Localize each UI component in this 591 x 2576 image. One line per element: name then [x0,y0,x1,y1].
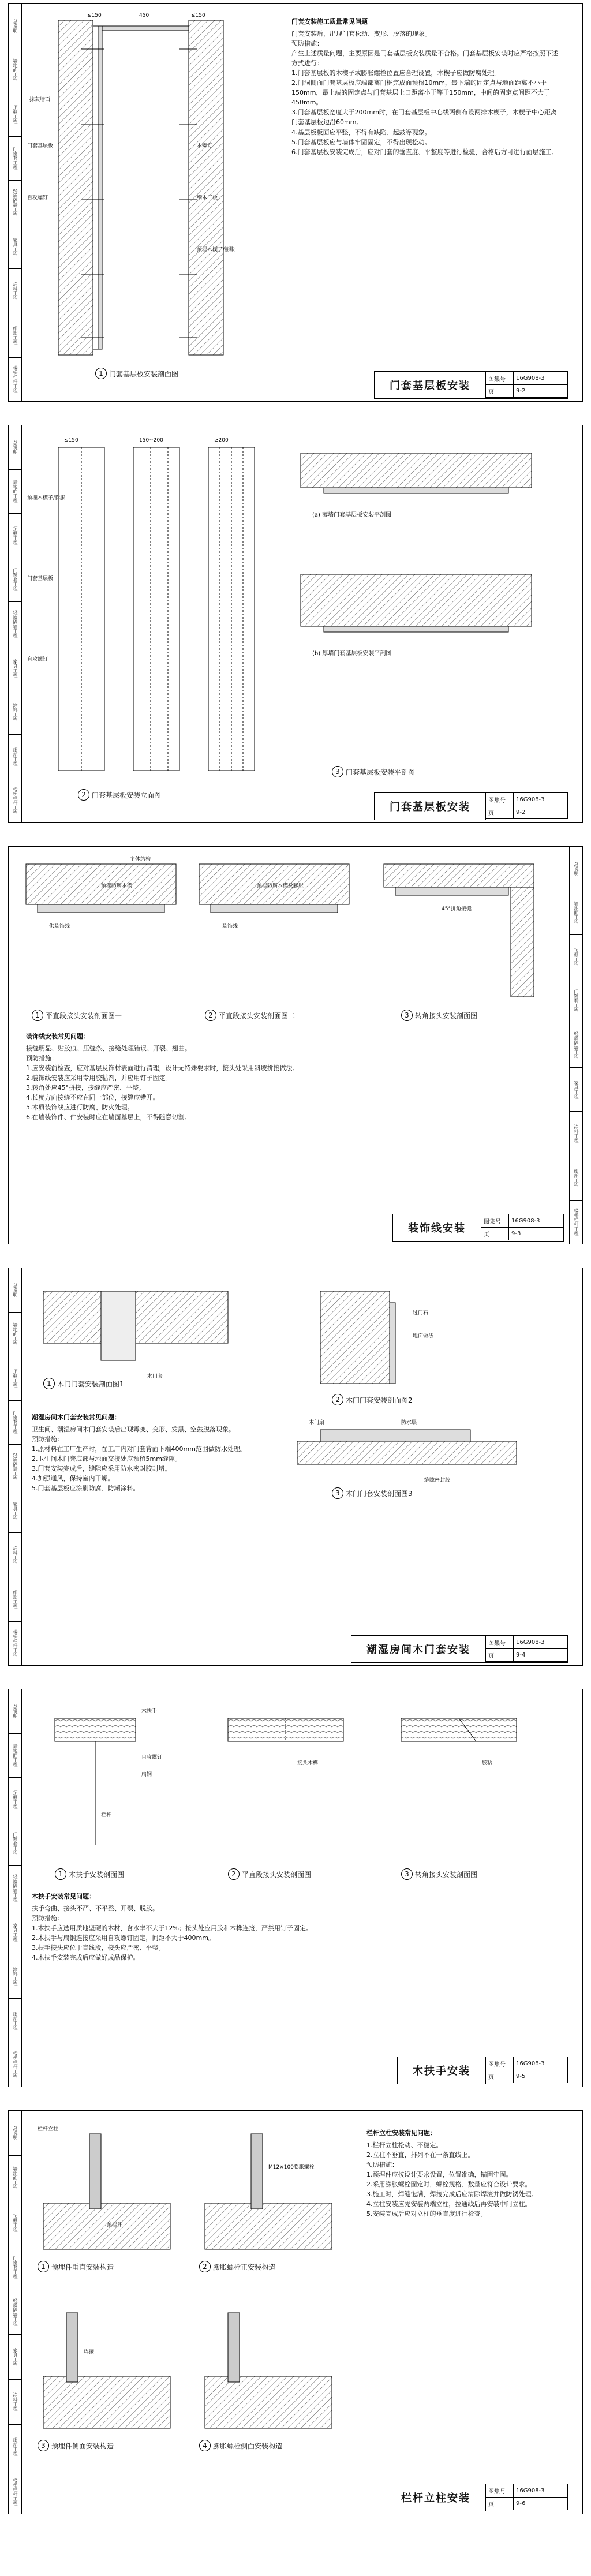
svg-text:≥200: ≥200 [214,438,229,443]
side-tabs [9,2111,22,2514]
svg-text:缝隙密封胶: 缝隙密封胶 [424,1478,451,1483]
note-line: 5.门套基层板应与墙体牢固固定，不得出现松动。 [291,138,431,146]
handrail-section-drawings [32,1701,551,1863]
notes-panel: 木扶手安装常见问题： 扶手弯曲、接头不严、不平整、开裂、脱胶。 预防措施： 1.木扶手应选用质地坚硬的木材，含水率不大于12%；接头处应用胶和木榫连接，严禁用钉子固定。 2.木扶手与扁钢连接应采用自攻螺钉固定，间距不大于400mm。 3.扶手接头应位于直线段，接头应严密、平整。 4.木扶手安装完成后应做好成品保护。 [32,1893,312,1962]
page-number: 9-2 [514,385,568,398]
note-line: 1.门套基层板的木楔子或膨胀螺栓位置应合理设置，木楔子应做防腐处理。 [291,69,501,77]
page-number: 9-2 [514,806,568,819]
door-casing-section-drawing [24,9,278,367]
side-tab[interactable]: 家具工程 [9,225,21,270]
side-tab[interactable]: 墙地面工程 [9,48,21,93]
side-tab[interactable]: 涂料工程 [9,2380,21,2425]
svg-text:自攻螺钉: 自攻螺钉 [141,1755,163,1760]
svg-text:150~200: 150~200 [139,438,163,443]
side-tab[interactable]: 家具工程 [9,2335,21,2380]
side-tab[interactable]: 门窗套工程 [9,1401,21,1445]
svg-text:M12×100膨胀螺栓: M12×100膨胀螺栓 [268,2164,315,2170]
svg-text:门套基层板: 门套基层板 [27,576,54,582]
figure-caption: 2 平直段接头安装剖面图 [228,1868,311,1880]
side-tab[interactable]: 细部工程 [9,1577,21,1622]
side-tab[interactable]: 总说明 [9,1268,21,1313]
svg-text:预埋防腐木楔及膨胀: 预埋防腐木楔及膨胀 [257,883,304,889]
notes-panel: 装饰线安装常见问题： 接缝明显、贴胶痕、压缝条、接缝处理错误、开裂、翘曲。 预防措施： 1.应安装前检查，应对基层及饰材表面进行清理，设计无特殊要求时，接头处采用斜坡拼接做法。 2.装饰线安装应采用专用胶粘剂，并应用钉子固定。 3.转角处应45°拼接，接缝应严密、平整。 4.长度方向接缝不应在同一部位，接缝应错开。 5.木质装饰线应进行防腐、防火处理。 6.在墙装饰件、件安装时应在墙面基层上，不得随意切割。 [26,1033,299,1121]
figure-caption: 3 预埋件侧面安装构造 [38,2440,114,2451]
label-text: 预埋木楔子/膨胀 [197,247,235,253]
side-tab[interactable]: 涂料工程 [9,269,21,313]
side-tab[interactable]: 细部工程 [9,1999,21,2043]
side-tabs [569,847,582,1244]
side-tab[interactable]: 轻质隔墙工程 [9,1866,21,1910]
drawing-sheet-3 [8,846,583,1244]
door-casing-elevation-drawing [24,430,566,788]
dim-top-left: ≤150 [87,13,102,18]
label-text: 木螺钉 [197,143,213,149]
note-line: 6.门套基层板安装完成后，应对门套的垂直度、平整度等进行检验，合格后方可进行面层施工。 [291,148,558,156]
svg-text:接头木榫: 接头木榫 [297,1760,319,1766]
figure-caption: 3 木门门套安装剖面图3 [332,1487,413,1499]
side-tab[interactable]: 家具工程 [9,1910,21,1955]
side-tab[interactable]: 家具工程 [9,646,21,691]
dim-top-mid: 450 [139,13,149,18]
note-line: 3.门套基层板宽度大于200mm时，在门套基层板中心线两侧布设两排木楔子，木楔子中心距离门套基层板边沿60mm。 [291,109,557,126]
notes-title: 门套安装施工质量常见问题 [291,18,368,25]
side-tab[interactable]: 门窗套工程 [9,2245,21,2290]
figure-caption: 1 木扶手安装剖面图 [55,1868,124,1880]
side-tab[interactable]: 涂料工程 [570,1112,582,1156]
svg-text:栏杆立柱: 栏杆立柱 [38,2126,59,2132]
figure-caption: 1 平直段接头安装剖面图一 [32,1010,122,1021]
sheet-title: 门套基层板安装 [375,793,486,820]
title-block: 栏杆立柱安装 图集号 16G908-3 页 9-6 [386,2484,568,2511]
baluster-post-drawings [32,2122,355,2480]
note-line: 门套安装后，出现门套松动、变形、脱落的现象。 [291,30,431,38]
side-tab[interactable]: 轻质隔墙工程 [9,602,21,646]
figure-caption: 2 门套基层板安装立面图 [78,789,161,801]
title-block: 门套基层板安装 图集号 16G908-3 页 9-2 [374,792,568,820]
drawing-sheet-6 [8,2110,583,2514]
drawing-sheet-1 [8,3,583,402]
svg-text:自攻螺钉: 自攻螺钉 [27,657,48,663]
svg-text:预埋木楔子/膨胀: 预埋木楔子/膨胀 [27,495,66,501]
trim-section-drawings [14,853,557,1003]
side-tab[interactable]: 门窗套工程 [9,558,21,603]
side-tab[interactable]: 总说明 [9,1689,21,1734]
side-tab[interactable]: 门窗套工程 [570,979,582,1024]
figure-caption: 2 木门门套安装剖面图2 [332,1394,413,1405]
label-text: 细木工板 [197,195,218,201]
side-tab[interactable]: 楼梯栏杆工程 [13,1629,18,1658]
note-line: 4.基层板板面应平整，不得有缺陷、起鼓等现象。 [291,128,431,136]
side-tab[interactable]: 总说明 [9,425,21,470]
title-block: 门套基层板安装 图集号 16G908-3 页 9-2 [374,371,568,399]
figure-caption: 3 转角接头安装剖面图 [401,1010,477,1021]
side-tab[interactable]: 楼梯栏杆工程 [574,1208,579,1236]
svg-text:地面做法: 地面做法 [413,1333,434,1339]
side-tab[interactable]: 楼梯栏杆工程 [13,787,18,815]
side-tab[interactable]: 楼梯栏杆工程 [13,2051,18,2079]
atlas-number: 16G908-3 [514,372,568,385]
notes-panel: 栏杆立柱安装常见问题： 1.栏杆立柱松动、不稳定。 2.立柱不垂直，排列不在一条直线上。 预防措施： 1.预埋件应按设计要求设置，位置准确，锚固牢固。 2.采用膨胀螺栓固定时，螺栓规格、数量应符合设计要求。 3.施工时，焊缝饱满，焊接完成后应清除焊渣并做防锈处理。 4.立柱安装应先安装两端立柱，拉通线后再安装中间立柱。 5.安装完成后应对立柱的垂直度进行检查。 [366,2129,538,2218]
atlas-number: 16G908-3 [514,793,568,806]
side-tab[interactable]: 轻质隔墙工程 [9,2290,21,2335]
svg-text:(a) 薄墙门套基层板安装平剖图: (a) 薄墙门套基层板安装平剖图 [312,512,392,518]
side-tab[interactable]: 家具工程 [570,1068,582,1112]
side-tab[interactable]: 轻质隔墙工程 [570,1023,582,1068]
svg-text:木扶手: 木扶手 [141,1708,158,1714]
figure-caption: 1 门套基层板安装剖面图 [95,368,178,379]
figure-caption: 3 转角接头安装剖面图 [401,1868,477,1880]
side-tab[interactable]: 墙地面工程 [9,1313,21,1357]
side-tab[interactable]: 墙地面工程 [9,2156,21,2201]
side-tab[interactable]: 轻质隔墙工程 [9,181,21,225]
sheet-title: 门套基层板安装 [375,372,486,398]
side-tab[interactable]: 涂料工程 [9,690,21,735]
svg-text:预埋防腐木楔: 预埋防腐木楔 [101,883,133,889]
side-tabs [9,425,22,822]
svg-text:供装饰线: 供装饰线 [49,924,70,929]
svg-text:≤150: ≤150 [64,438,78,443]
side-tab[interactable]: 楼梯栏杆工程 [13,2477,18,2506]
side-tab[interactable]: 墙地面工程 [9,1734,21,1778]
svg-text:装饰线: 装饰线 [222,924,238,929]
svg-text:胶粘: 胶粘 [482,1760,493,1766]
svg-text:防水层: 防水层 [401,1420,417,1426]
figure-caption: 2 膨胀螺栓正安装构造 [199,2261,275,2272]
side-tab[interactable]: 顶棚工程 [9,2200,21,2245]
side-tab[interactable]: 门窗套工程 [9,137,21,181]
side-tabs [9,1689,22,2087]
side-tab[interactable]: 涂料工程 [9,1954,21,1999]
dim-top-right: ≤150 [191,13,205,18]
svg-text:(b) 厚墙门套基层板安装平剖图: (b) 厚墙门套基层板安装平剖图 [312,650,392,657]
side-tab[interactable]: 总说明 [9,2111,21,2156]
svg-text:栏杆: 栏杆 [101,1812,112,1818]
side-tab[interactable]: 顶棚工程 [9,1356,21,1401]
drawing-sheet-2 [8,425,583,823]
notes-panel: 潮湿房间木门套安装常见问题： 卫生间、潮湿房间木门套安装后出现霉变、变形、发黑、空鼓脱落现象。 预防措施： 1.原材料在工厂生产时，在工厂内对门套背面下端400mm范围做防水处理。 2.卫生间木门套底部与地面交接处应预留5mm缝隙。 3.门套安装完成后，缝隙应采用防水密封胶封堵。 4.加强通风，保持室内干燥。 5.门套基层板应涂刷防腐、防潮涂料。 [32,1414,246,1493]
side-tab[interactable]: 墙地面工程 [570,891,582,936]
side-tab[interactable]: 顶棚工程 [570,935,582,979]
figure-caption: 1 预埋件垂直安装构造 [38,2261,114,2272]
label-text: 抹灰墙面 [29,97,51,103]
figure-caption: 2 平直段接头安装剖面图二 [205,1010,295,1021]
side-tab[interactable]: 总说明 [9,4,21,48]
title-block: 装饰线安装 图集号 16G908-3 页 9-3 [392,1214,564,1242]
side-tab[interactable]: 细部工程 [9,2425,21,2470]
side-tab[interactable]: 涂料工程 [9,1533,21,1577]
note-line: 2.门洞侧面门套基层板应端部离门框完成面预留10mm，最下端的固定点与地面距离不小于150mm，最上端的固定点与门套基层上口距离小于等于150mm，中间的固定点间距不大于450mm。 [291,79,550,107]
note-line: 产生上述质量问题，主要原因是门套基层板安装质量不合格。门套基层板安装时应严格按照下述方式进行： [291,50,558,68]
side-tab[interactable]: 顶棚工程 [9,1778,21,1822]
drawing-sheet-5 [8,1689,583,2087]
note-line: 预防措施： [291,40,323,48]
svg-text:45°拼角接缝: 45°拼角接缝 [442,906,472,912]
title-block: 潮湿房间木门套安装 图集号 16G908-3 页 9-4 [351,1635,568,1663]
side-tabs [9,1268,22,1665]
figure-caption: 3 门套基层板安装平剖图 [332,766,415,777]
svg-text:焊接: 焊接 [84,2349,95,2355]
side-tab[interactable]: 墙地面工程 [9,470,21,514]
side-tab[interactable]: 轻质隔墙工程 [9,1445,21,1489]
side-tab[interactable]: 家具工程 [9,1489,21,1534]
svg-text:木门扇: 木门扇 [309,1420,325,1426]
figure-caption: 4 膨胀螺栓侧面安装构造 [199,2440,282,2451]
side-tab[interactable]: 顶棚工程 [9,514,21,558]
svg-text:主体结构: 主体结构 [130,857,151,862]
svg-text:木门套: 木门套 [147,1374,163,1379]
svg-text:扁钢: 扁钢 [141,1772,152,1778]
side-tab[interactable]: 细部工程 [570,1156,582,1201]
side-tabs [9,4,22,401]
notes-panel [291,17,563,157]
svg-text:过门石: 过门石 [413,1310,429,1316]
figure-caption: 1 木门门套安装剖面图1 [43,1378,124,1389]
side-tab[interactable]: 门窗套工程 [9,1822,21,1867]
side-tab[interactable]: 细部工程 [9,313,21,358]
label-text: 自攻螺钉 [27,195,48,201]
side-tab[interactable]: 总说明 [570,847,582,891]
side-tab[interactable]: 细部工程 [9,735,21,779]
drawing-sheet-4 [8,1268,583,1666]
title-block: 木扶手安装 图集号 16G908-3 页 9-5 [397,2057,568,2084]
svg-text:预埋件: 预埋件 [107,2222,123,2228]
side-tab[interactable]: 楼梯栏杆工程 [13,365,18,394]
label-text: 门套基层板 [27,143,54,149]
side-tab[interactable]: 顶棚工程 [9,92,21,137]
